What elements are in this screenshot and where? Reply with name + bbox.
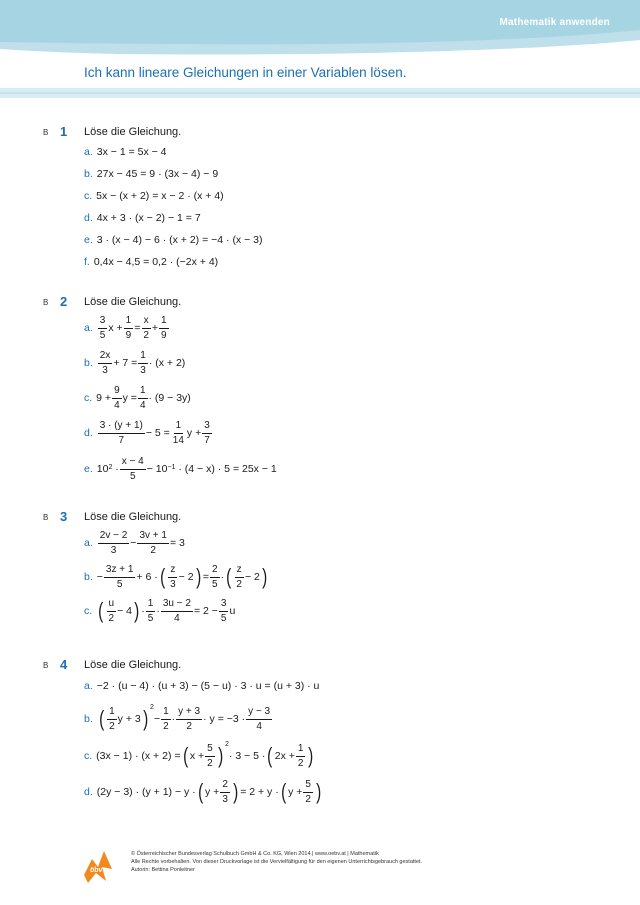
item-label: f. bbox=[84, 256, 90, 268]
item-label: b. bbox=[84, 357, 93, 369]
equation: (2y − 3) · (y + 1) − y · ( y + $\frac{2}{3}$ ) = 2 + y · ( y + $\frac{5}{2}$ ) bbox=[96, 779, 322, 805]
equation: −2 · (u − 4) · (u + 3) − (5 − u) · 3 · u = (u + 3) · u bbox=[96, 680, 320, 692]
item-label: c. bbox=[84, 392, 93, 404]
exercise-instruction: Löse die Gleichung. bbox=[84, 126, 182, 138]
item-label: a. bbox=[84, 322, 93, 334]
equation: 0,4x − 4,5 = 0,2 · (−2x + 4) bbox=[93, 256, 219, 268]
equation: 27x − 45 = 9 · (3x − 4) − 9 bbox=[96, 168, 219, 180]
fraction: $\frac{x - 4}{5}$ bbox=[121, 456, 144, 482]
equation-item bbox=[84, 449, 277, 489]
item-label: d. bbox=[84, 212, 93, 224]
item-label: c. bbox=[84, 750, 93, 762]
fraction: $\frac{1}{2}$ bbox=[163, 706, 169, 732]
fraction: $\frac{2}{3}$ bbox=[222, 779, 228, 805]
fraction: $\frac{1}{14}$ bbox=[172, 420, 184, 446]
equation-item bbox=[84, 736, 316, 776]
fraction: $\frac{y + 3}{2}$ bbox=[178, 706, 201, 732]
fraction: $\frac{1}{5}$ bbox=[147, 598, 154, 624]
fraction: $\frac{x}{2}$ bbox=[143, 315, 149, 341]
fraction: $\frac{3z + 1}{5}$ bbox=[105, 564, 134, 590]
equation: $\frac{3}{5}$ x + $\frac{1}{9}$ = $\frac{x}{2}$ + $\frac{1}{9}$ bbox=[99, 315, 167, 341]
fraction: $\frac{2v - 2}{3}$ bbox=[99, 530, 128, 556]
exercise-instruction: Löse die Gleichung. bbox=[84, 511, 182, 523]
exercise-number: 4 bbox=[60, 657, 68, 672]
item-label: b. bbox=[84, 168, 93, 180]
fraction: $\frac{1}{2}$ bbox=[109, 706, 115, 732]
fraction: $\frac{3}{7}$ bbox=[204, 420, 210, 446]
equation-item bbox=[84, 591, 235, 631]
equation: − $\frac{3z + 1}{5}$ + 6 · ( $\frac{z}{3}$ − 2 ) = $\frac{2}{5}$ · ( $\frac{z}{2}$ − 2 ) bbox=[96, 564, 268, 590]
equation-item bbox=[84, 413, 213, 453]
equation-item bbox=[84, 308, 170, 348]
exercise-number: 2 bbox=[60, 294, 68, 309]
oebv-logo-icon bbox=[80, 845, 116, 885]
equation-item bbox=[84, 242, 218, 282]
equation: $\frac{3 \cdot (y + 1)}{7}$ − 5 = $\frac{1}{14}$ y + $\frac{3}{7}$ bbox=[99, 420, 210, 446]
equation-item bbox=[84, 378, 191, 418]
fraction: $\frac{1}{3}$ bbox=[140, 350, 146, 376]
equation: $\frac{2v - 2}{3}$ − $\frac{3v + 1}{2}$ = 3 bbox=[99, 530, 185, 556]
fraction: $\frac{3 \cdot (y + 1)}{7}$ bbox=[99, 420, 143, 446]
fraction: $\frac{u}{2}$ bbox=[108, 598, 115, 624]
header-band bbox=[0, 0, 640, 100]
exercise-level: B bbox=[43, 661, 49, 670]
item-label: a. bbox=[84, 680, 93, 692]
equation: 9 + $\frac{9}{4}$ y = $\frac{1}{4}$ · (9 − 3y) bbox=[96, 385, 191, 411]
fraction: $\frac{z}{2}$ bbox=[236, 564, 242, 590]
item-label: b. bbox=[84, 713, 93, 725]
fraction: $\frac{1}{9}$ bbox=[161, 315, 167, 341]
item-label: b. bbox=[84, 571, 93, 583]
fraction: $\frac{1}{4}$ bbox=[139, 385, 146, 411]
exercise-instruction: Löse die Gleichung. bbox=[84, 296, 182, 308]
exercise-level: B bbox=[43, 128, 49, 137]
equation: ( $\frac{u}{2}$ − 4 ) · $\frac{1}{5}$ · $\frac{3u - 2}{4}$ = 2 − $\frac{3}{5}$ u bbox=[98, 598, 236, 624]
equation-item bbox=[84, 772, 323, 812]
fraction: $\frac{3v + 1}{2}$ bbox=[139, 530, 167, 556]
fraction: $\frac{3}{5}$ bbox=[220, 598, 227, 624]
item-label: e. bbox=[84, 463, 93, 475]
equation: 3x − 1 = 5x − 4 bbox=[96, 146, 167, 158]
fraction: $\frac{1}{2}$ bbox=[297, 743, 304, 769]
exercise-level: B bbox=[43, 513, 49, 522]
header-tag: Mathematik anwenden bbox=[499, 17, 610, 28]
equation: 5x − (x + 2) = x − 2 · (x + 4) bbox=[96, 190, 224, 202]
item-label: a. bbox=[84, 537, 93, 549]
exercise-number: 3 bbox=[60, 509, 68, 524]
equation: ( $\frac{1}{2}$ y + 3 ) $^2$ − $\frac{1}{2}$ · $\frac{y + 3}{2}$ · y = −3 · $\frac{y - 3}{4}$ bbox=[98, 703, 271, 732]
item-label: a. bbox=[84, 146, 93, 158]
equation: (3x − 1) · (x + 2) = ( x + $\frac{5}{2}$ ) $^2$ · 3 − 5 · ( 2x + $\frac{1}{2}$ ) bbox=[96, 740, 314, 769]
equation-item bbox=[84, 699, 273, 739]
fraction: $\frac{y - 3}{4}$ bbox=[248, 706, 271, 732]
page-title: Ich kann lineare Gleichungen in einer Variablen lösen. bbox=[84, 65, 407, 80]
equation: 4x + 3 · (x − 2) − 1 = 7 bbox=[96, 212, 201, 224]
exercise-instruction: Löse die Gleichung. bbox=[84, 659, 182, 671]
fraction: $\frac{5}{2}$ bbox=[305, 779, 311, 805]
fraction: $\frac{9}{4}$ bbox=[114, 385, 120, 411]
fraction: $\frac{z}{3}$ bbox=[170, 564, 176, 590]
equation-item bbox=[84, 343, 185, 383]
exercise-level: B bbox=[43, 298, 49, 307]
item-label: d. bbox=[84, 427, 93, 439]
item-label: c. bbox=[84, 605, 93, 617]
footer-copyright: © Österreichischer Bundesverlag Schulbuch GmbH & Co. KG, Wien 2014 | www.oebv.at | Mathematik Alle Rechte vorbehalten. Von dieser Druckvorlage ist die Vervielfältigung für den eigenen Unterrichtsgebrauch gestattet. Autorin: Bettina Ponleitner bbox=[131, 851, 423, 873]
fraction: $\frac{2}{5}$ bbox=[212, 564, 218, 590]
fraction: $\frac{3}{5}$ bbox=[99, 315, 106, 341]
item-label: d. bbox=[84, 786, 93, 798]
equation: 3 · (x − 4) − 6 · (x + 2) = −4 · (x − 3) bbox=[96, 234, 263, 246]
item-label: c. bbox=[84, 190, 93, 202]
svg-text:öbv: öbv bbox=[90, 867, 103, 874]
fraction: $\frac{5}{2}$ bbox=[207, 743, 213, 769]
exercise-number: 1 bbox=[60, 124, 68, 139]
equation: 10 $^2$ · $\frac{x - 4}{5}$ − 10 $^{-1}$ · (4 − x) · 5 = 25x − 1 bbox=[96, 456, 277, 482]
fraction: $\frac{3u - 2}{4}$ bbox=[162, 598, 191, 624]
fraction: $\frac{2x}{3}$ bbox=[99, 350, 111, 376]
equation: $\frac{2x}{3}$ + 7 = $\frac{1}{3}$ · (x + 2) bbox=[99, 350, 186, 376]
fraction: $\frac{1}{9}$ bbox=[125, 315, 132, 341]
item-label: e. bbox=[84, 234, 93, 246]
